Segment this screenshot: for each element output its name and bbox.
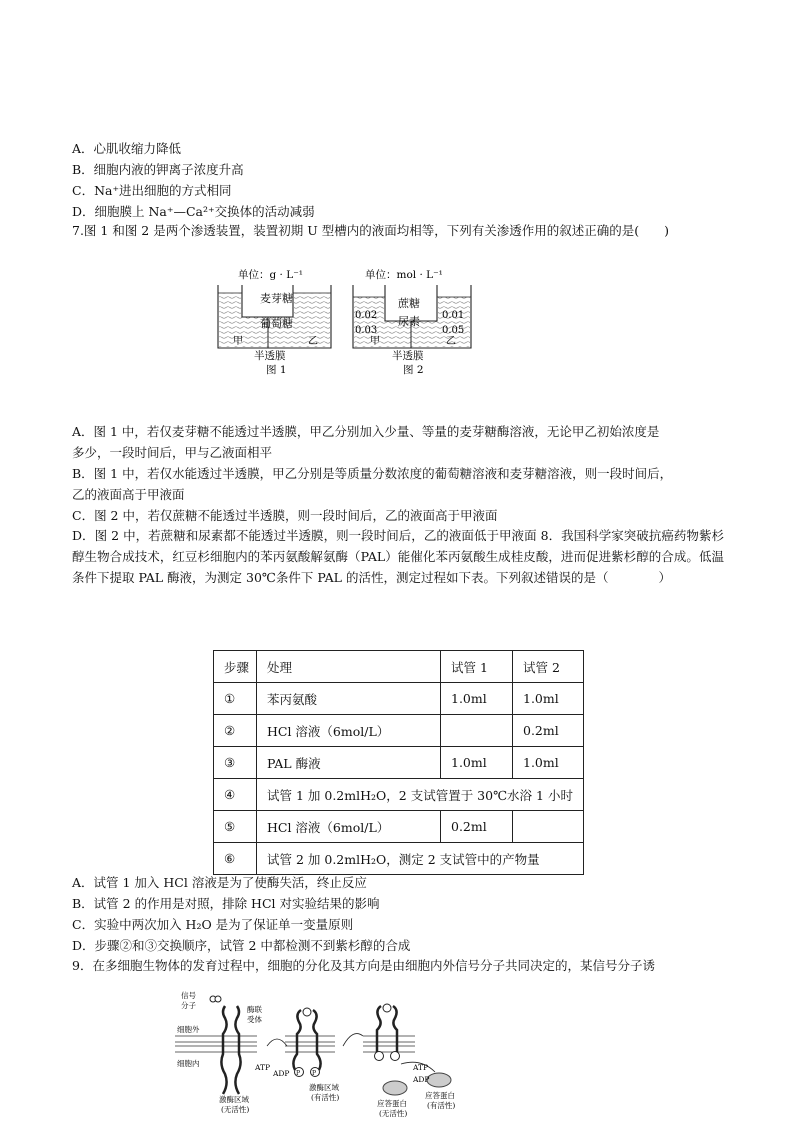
- header-treatment: 处理: [257, 651, 441, 683]
- table-cell: [513, 811, 584, 843]
- fig1-label-bottom: 葡萄糖: [260, 317, 293, 330]
- fig1-unit: 单位：g · L⁻¹: [238, 269, 303, 281]
- fig3-signal-1: 信号: [181, 991, 196, 1000]
- table-row: [214, 715, 584, 747]
- q7-option-a-2: 多少，一段时间后，甲与乙液面相平: [72, 445, 273, 460]
- table-cell: HCl 溶液（6mol/L）: [257, 715, 441, 747]
- fig2-unit: 单位：mol · L⁻¹: [365, 269, 443, 281]
- fig3-resp-active-2: (有活性): [427, 1101, 456, 1110]
- fig2-caption: 图 2: [403, 364, 424, 376]
- fig3-kinase-active-1: 激酶区域: [309, 1083, 339, 1092]
- fig3-adp-2: ADP: [413, 1075, 430, 1084]
- table-row: [214, 811, 584, 843]
- table-cell: HCl 溶液（6mol/L）: [257, 811, 441, 843]
- q6-option-d: D．细胞膜上 Na⁺—Ca²⁺交换体的活动减弱: [72, 204, 315, 219]
- q6-option-c: C．Na⁺进出细胞的方式相同: [72, 183, 232, 198]
- q6-option-a: A．心肌收缩力降低: [72, 141, 182, 156]
- q6-option-b: B．细胞内液的钾离子浓度升高: [72, 162, 244, 177]
- fig3-kinase-active-2: (有活性): [311, 1093, 340, 1102]
- fig3-resp-inactive-2: (无活性): [379, 1109, 408, 1118]
- table-cell: 1.0ml: [513, 747, 584, 779]
- q7-stem: 7.图 1 和图 2 是两个渗透装置，装置初期 U 型槽内的液面均相等，下列有关渗透作用的叙述正确的是( ): [72, 223, 669, 238]
- figure-2: [353, 268, 471, 376]
- fig2-left-top: 0.02: [355, 310, 378, 321]
- fig3-inside: 细胞内: [177, 1059, 200, 1068]
- fig2-left-bottom: 0.03: [355, 325, 378, 336]
- fig2-label-bottom: 尿素: [398, 315, 420, 328]
- fig2-right-top: 0.01: [442, 310, 465, 321]
- q8-option-a: A．试管 1 加入 HCl 溶液是为了使酶失活，终止反应: [72, 875, 367, 890]
- fig2-right-bottom: 0.05: [442, 325, 465, 336]
- q7-option-c: C．图 2 中，若仅蔗糖不能透过半透膜，则一段时间后，乙的液面高于甲液面: [72, 508, 498, 523]
- fig2-membrane: 半透膜: [392, 350, 424, 362]
- table-row: [214, 683, 584, 715]
- phospho-p-1: P: [296, 1070, 301, 1077]
- q9-stem: 9．在多细胞生物体的发育过程中，细胞的分化及其方向是由细胞内外信号分子共同决定的，某信号分子诱: [72, 958, 655, 973]
- table-cell: ⑤: [214, 811, 257, 843]
- table-cell: PAL 酶液: [257, 747, 441, 779]
- fig3-receptor-2: 受体: [247, 1015, 262, 1024]
- table-cell: [441, 715, 513, 747]
- q7-option-b-1: B．图 1 中，若仅水能透过半透膜，甲乙分别是等质量分数浓度的葡萄糖溶液和麦芽糖溶液，则一段时间后，: [72, 466, 673, 481]
- table-cell: 苯丙氨酸: [257, 683, 441, 715]
- fig2-label-top: 蔗糖: [398, 297, 420, 310]
- table-cell: 1.0ml: [513, 683, 584, 715]
- table-cell: 0.2ml: [441, 811, 513, 843]
- fig3-atp-2: ATP: [413, 1063, 429, 1072]
- fig3-atp-1: ATP: [255, 1063, 271, 1072]
- table-cell: 1.0ml: [441, 683, 513, 715]
- q7-option-a-1: A．图 1 中，若仅麦芽糖不能透过半透膜，甲乙分别加入少量、等量的麦芽糖酶溶液，无论甲乙初始浓度是: [72, 424, 660, 439]
- fig3-resp-active-1: 应答蛋白: [425, 1091, 455, 1100]
- fig3-outside: 细胞外: [177, 1025, 200, 1034]
- table-cell: ③: [214, 747, 257, 779]
- fig1-left: 甲: [233, 336, 243, 347]
- receptor-figure: [175, 990, 475, 1123]
- table-cell: 0.2ml: [513, 715, 584, 747]
- q7-option-b-2: 乙的液面高于甲液面: [72, 487, 185, 502]
- fig1-caption: 图 1: [266, 364, 287, 376]
- table-row: [214, 779, 584, 811]
- table-header-row: [214, 651, 584, 683]
- q8-option-b: B．试管 2 的作用是对照，排除 HCl 对实验结果的影响: [72, 896, 380, 911]
- osmosis-figure: [210, 265, 480, 380]
- table-cell: ②: [214, 715, 257, 747]
- fig1-right: 乙: [308, 336, 318, 347]
- header-tube-1: 试管 1: [441, 651, 513, 683]
- q8-option-c: C．实验中两次加入 H₂O 是为了保证单一变量原则: [72, 917, 354, 932]
- table-cell: 试管 2 加 0.2mlH₂O，测定 2 支试管中的产物量: [257, 843, 584, 875]
- fig3-resp-inactive-1: 应答蛋白: [377, 1099, 407, 1108]
- figure-1: [218, 268, 331, 376]
- fig3-signal-2: 分子: [181, 1001, 196, 1010]
- fig2-right: 乙: [446, 336, 456, 347]
- header-tube-2: 试管 2: [513, 651, 584, 683]
- phospho-p-2: P: [312, 1070, 317, 1077]
- q7-option-d-and-q8-stem: D．图 2 中，若蔗糖和尿素都不能透过半透膜，则一段时间后，乙的液面低于甲液面 8．我国科学家突破抗癌药物紫杉醇生物合成技术，红豆杉细胞内的苯丙氨酸解氨酶（PAL）能催化苯丙氨酸生成桂皮酸，进而促进紫杉醇的合成。低温条件下提取 PAL 酶液，为测定 30℃条件下 PAL 的活性，测定过程如下表。下列叙述错误的是（ ）: [72, 528, 724, 585]
- fig2-left: 甲: [370, 336, 380, 347]
- table-row: [214, 843, 584, 875]
- q8-table: [213, 650, 584, 875]
- fig1-label-top: 麦芽糖: [260, 292, 293, 305]
- fig3-kinase-inactive-2: (无活性): [221, 1105, 250, 1114]
- q8-option-d: D．步骤②和③交换顺序，试管 2 中都检测不到紫杉醇的合成: [72, 938, 411, 953]
- table-cell: ⑥: [214, 843, 257, 875]
- fig3-kinase-inactive-1: 激酶区域: [219, 1095, 249, 1104]
- fig3-adp-1: ADP: [273, 1069, 290, 1078]
- table-cell: 1.0ml: [441, 747, 513, 779]
- table-row: [214, 747, 584, 779]
- table-cell: ④: [214, 779, 257, 811]
- fig1-membrane: 半透膜: [254, 350, 286, 362]
- fig3-receptor-1: 酶联: [247, 1005, 262, 1014]
- header-step: 步骤: [214, 651, 257, 683]
- table-cell: ①: [214, 683, 257, 715]
- table-cell: 试管 1 加 0.2mlH₂O，2 支试管置于 30℃水浴 1 小时: [257, 779, 584, 811]
